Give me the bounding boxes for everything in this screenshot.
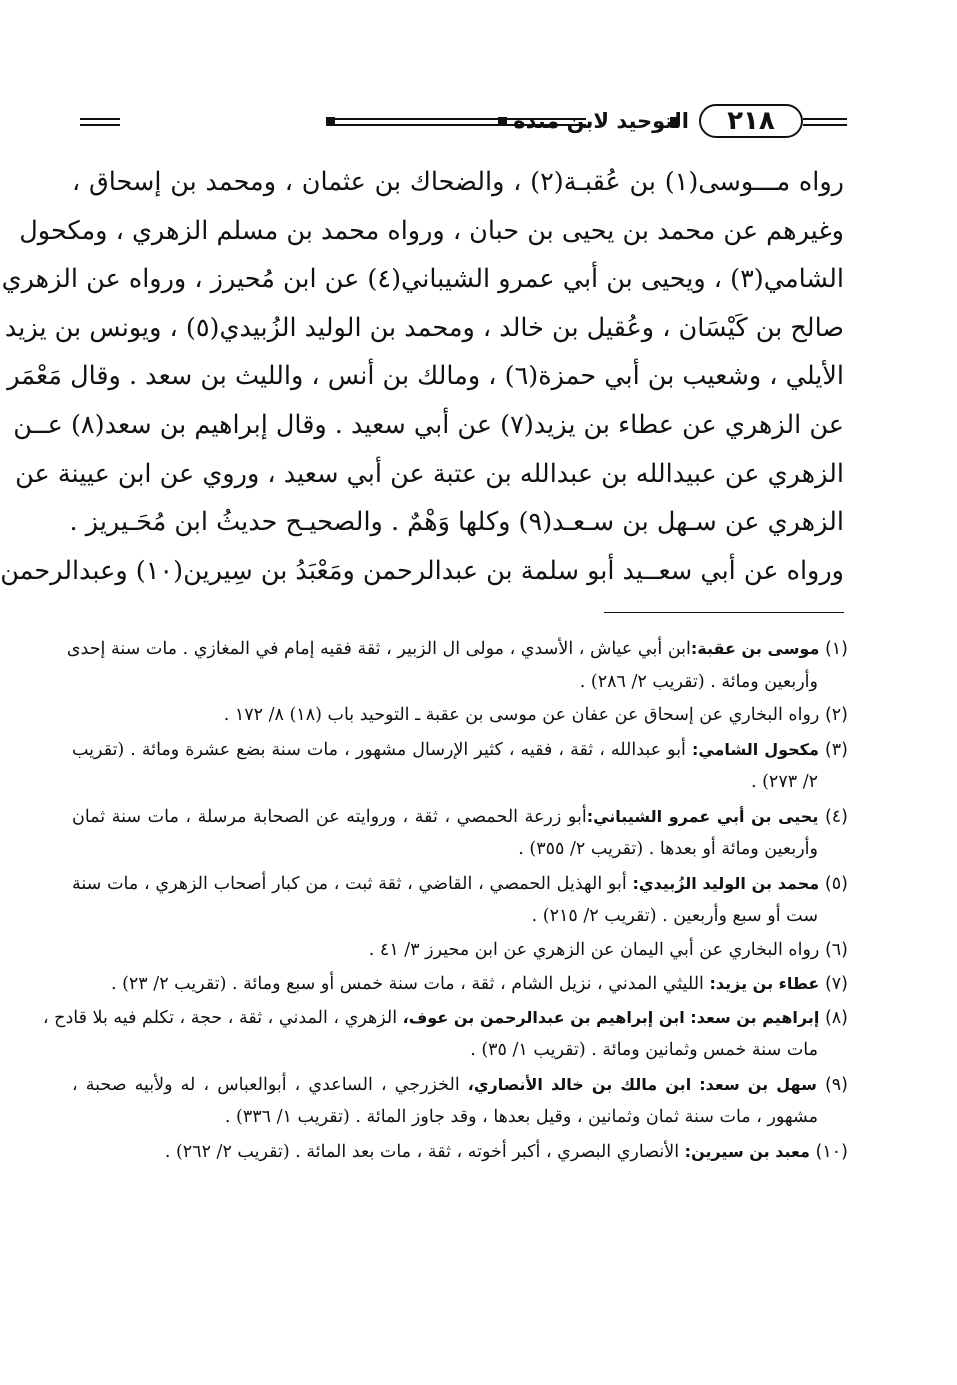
footnote-line [72,867,848,901]
footnote [72,867,848,934]
header-square-marker [326,117,335,126]
footnote-name: إبراهيم بن سعد: ابن إبراهيم بن عبدالرحمن بن عوف، [402,1007,820,1027]
footnote-number: (٦) [824,939,848,960]
text-line: وغيرهم عن محمد بن يحيى بن حبان ، ورواه محمد بن مسلم الزهري ، ومكحول [19,215,844,246]
footnote-number: (٨) [824,1007,848,1028]
footnote-line [72,699,848,733]
footnote-text: الزهري ، المدني ، ثقة ، حجة ، تكلم فيه بلا قادح ، [42,1007,398,1028]
footnote-line: وأربعين ومائة . (تقريب ٢/ ٢٨٦) . [579,671,818,692]
footnote [72,699,848,733]
footnote-line [66,632,848,666]
footnote-text: رواه البخاري عن إسحاق عن عفان عن موسى بن عقبة ـ التوحيد باب (١٨) ٨/ ١٧٢ . [223,705,820,725]
main-text [0,158,844,595]
footnote-text: أبو زرعة الحمصي ، ثقة ، وروايته عن الصحابة مرسلة ، مات سنة ثمان [72,806,587,827]
header-rule-middle [330,118,586,126]
page-header [80,100,847,144]
footnote-line: ٢/ ٢٧٣) . [750,772,818,792]
footnote-number: (٣) [824,739,848,760]
footnote-number: (٧) [824,974,848,994]
footnote-text: الليثي المدني ، نزيل الشام ، ثقة ، مات سنة خمس أو سبع ومائة . (تقريب ٢/ ٢٣) . [110,974,704,994]
header-rule-left [80,118,120,126]
footnote [42,1001,848,1068]
footnote [66,632,848,699]
footnote-name: محمد بن الوليد الزُبيدي: [632,873,820,893]
text-line: الأيلي ، وشعيب بن أبي حمزة(٦) ، ومالك بن أنس ، والليث بن سعد . وقال مَعْمَر [7,361,844,392]
footnote-number: (٥) [824,873,848,894]
header-rule-right [803,118,847,126]
footnote-text: أبو الهذيل الحمصي ، القاضي ، ثقة ثبت ، من كبار أصحاب الزهري ، مات سنة [72,873,627,894]
footnote-name: عطاء بن يزيد: [709,974,820,993]
footnote-separator [604,612,844,613]
footnote [72,800,848,867]
footnote [72,1068,848,1135]
text-line: الزهري عن عبيدالله بن عبدالله بن عتبة عن أبي سعيد ، وروي عن ابن عيينة عن [15,458,844,489]
footnote-name: موسى بن عقبة: [690,639,820,658]
footnote-number: (٤) [824,806,848,827]
footnote-name: سهل بن سعد: ابن مالك بن خالد الأنصاري، [467,1074,817,1094]
text-line: صالح بن كَيْسَان ، وعُقيل بن خالد ، ومحمد بن الوليد الزُبيدي(٥) ، ويونس بن يزيد [4,312,844,343]
text-line: الزهري عن سـهل بن سـعـد(٩) وكلها وَهْمٌ . والصحيـح حديثُ ابن مُحَـيريز . [69,507,844,538]
footnote-line [72,1068,848,1102]
footnote-text: الخزرجي ، الساعدي ، أبوالعباس ، له ولأبيه صحبة ، [72,1074,460,1095]
footnote-line: مات سنة خمس وثمانين ومائة . (تقريب ١/ ٣٥) . [470,1040,818,1060]
footnote-name: يحيى بن أبي عمرو الشيباني: [586,806,819,826]
footnote-line [72,967,848,1001]
footnote-text: رواه البخاري عن أبي اليمان عن الزهري عن ابن محيرز ٣/ ٤١ . [368,939,820,960]
page-number: ٢١٨ [699,104,803,138]
footnote-text: ابن أبي عياش ، الأسدي ، مولى ال الزبير ، ثقة فقيه إمام في المغازي . مات سنة إحدى [66,639,691,659]
footnote-text: الأنصاري البصري ، أكبر أخوته ، ثقة ، مات بعد المائة . (تقريب ٢/ ٢٦٢) . [164,1141,680,1162]
footnote-line [72,1135,848,1169]
footnote-line: مشهور ، مات سنة ثمان وثمانين ، وقيل بعدها ، وقد جاوز المائة . (تقريب ١/ ٣٣٦) . [224,1107,818,1127]
footnote [72,967,848,1001]
footnote-text: أبو عبدالله ، ثقة ، فقيه ، كثير الإرسال مشهور ، مات سنة بضع عشرة ومائة . (تقريب [72,739,686,760]
text-line: ورواه عن أبي سعــيد أبو سلمة بن عبدالرحمن ومَعْبَدُ بن سِيرين(١٠) وعبدالرحمن [0,555,844,586]
footnote-line [42,1001,848,1035]
footnote-line: ست أو سبع وأربعين . (تقريب ٢/ ٢١٥) . [531,906,818,926]
footnote-line [72,934,848,968]
footnote-line [72,800,848,834]
text-line: رواه مـــوسى(١) بن عُقبـة(٢) ، والضحاك بن عثمان ، ومحمد بن إسحاق ، [72,167,844,197]
footnote [72,1135,848,1169]
footnote-line [72,733,848,767]
footnote-name: معبد بن سيرين: [684,1141,810,1161]
running-title: التوحيد لابن منده [513,109,689,133]
text-line: الشامي(٣) ، ويحيى بن أبي عمرو الشيباني(٤) عن ابن مُحيرز ، ورواه عن الزهري [1,264,844,295]
footnote-number: (١) [824,639,848,659]
footnote-line: وأربعين ومائة أو بعدها . (تقريب ٢/ ٣٥٥) . [518,839,818,859]
footnote [72,733,848,800]
footnote-number: (٩) [824,1074,848,1095]
text-line: عن الزهري عن عطاء بن يزيد(٧) عن أبي سعيد . وقال إبراهيم بن سعد(٨) عــن [13,409,844,440]
footnote-name: مكحول الشامي: [691,739,819,759]
footnote [72,934,848,968]
footnote-number: (٢) [824,705,848,725]
footnote-number: (١٠) [815,1141,848,1162]
footnotes [42,632,848,1168]
